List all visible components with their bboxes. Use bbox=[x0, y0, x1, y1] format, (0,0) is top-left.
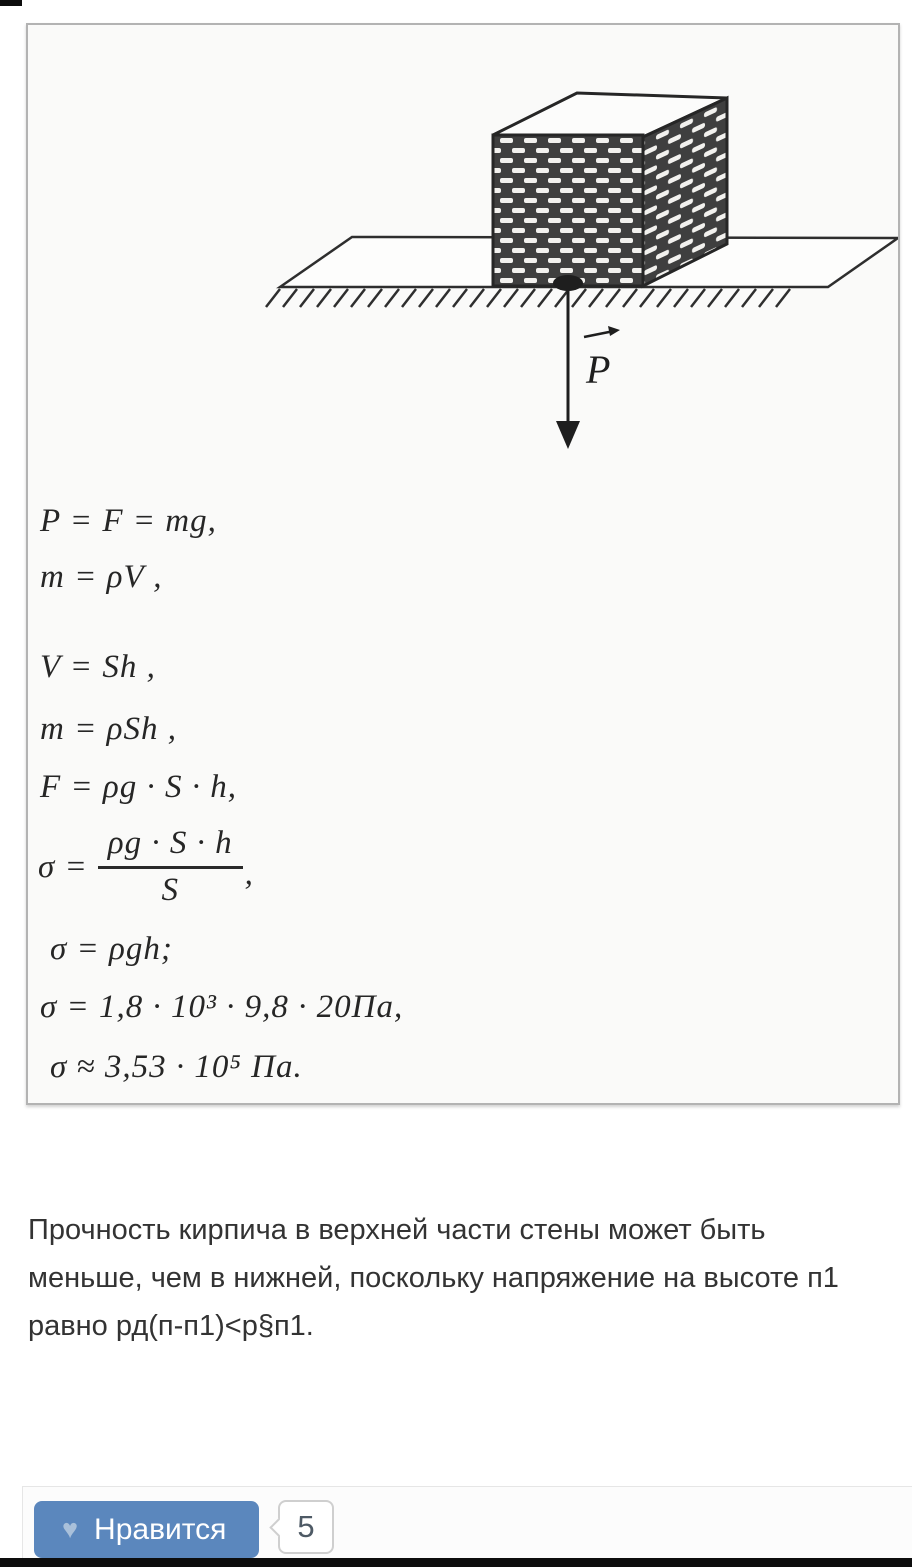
like-button-label: Нравится bbox=[94, 1512, 227, 1546]
fraction-lhs: σ = bbox=[38, 848, 88, 885]
ground-hatching bbox=[266, 289, 790, 307]
fraction-denominator: S bbox=[161, 872, 179, 908]
formula-weight: P = F = mg, bbox=[40, 503, 217, 539]
bottom-bar bbox=[0, 1558, 912, 1567]
physics-diagram bbox=[28, 25, 898, 465]
weight-arrow-head bbox=[556, 421, 580, 449]
like-count: 5 bbox=[297, 1509, 315, 1544]
answer-text-line: меньше, чем в нижней, поскольку напряжение на высоте п1 bbox=[28, 1262, 839, 1294]
formula-stress-result: σ ≈ 3,53 · 10⁵ Па. bbox=[50, 1049, 303, 1085]
formula-stress-fraction bbox=[38, 825, 254, 909]
formula-stress-simplified: σ = ρgh; bbox=[50, 931, 173, 967]
heart-icon: ♥ bbox=[62, 1514, 79, 1544]
answer-text-line: Прочность кирпича в верхней части стены может быть bbox=[28, 1214, 766, 1246]
like-count-bubble[interactable] bbox=[278, 1500, 334, 1554]
formula-force: F = ρg · S · h, bbox=[40, 769, 238, 805]
bubble-notch bbox=[269, 1518, 287, 1536]
answer-text bbox=[28, 1206, 898, 1350]
like-widget-panel bbox=[22, 1486, 912, 1558]
like-button[interactable] bbox=[34, 1501, 259, 1558]
answer-text-line: равно рд(п-п1)<р§п1. bbox=[28, 1310, 314, 1342]
cube-front-face bbox=[493, 135, 643, 286]
svg-text:P: P bbox=[586, 347, 611, 392]
formula-mass-expanded: m = ρSh , bbox=[40, 711, 177, 747]
fraction-numerator: ρg · S · h bbox=[98, 825, 243, 869]
formula-volume: V = Sh , bbox=[40, 649, 156, 685]
formula-mass-density: m = ρV , bbox=[40, 559, 163, 595]
fraction bbox=[98, 825, 243, 909]
fraction-comma: , bbox=[244, 856, 254, 892]
solution-scan-image bbox=[26, 23, 900, 1105]
formula-stress-numeric: σ = 1,8 · 10³ · 9,8 · 20Па, bbox=[40, 989, 404, 1025]
screen-edge-mark bbox=[0, 0, 22, 6]
weight-vector-label bbox=[584, 326, 620, 392]
